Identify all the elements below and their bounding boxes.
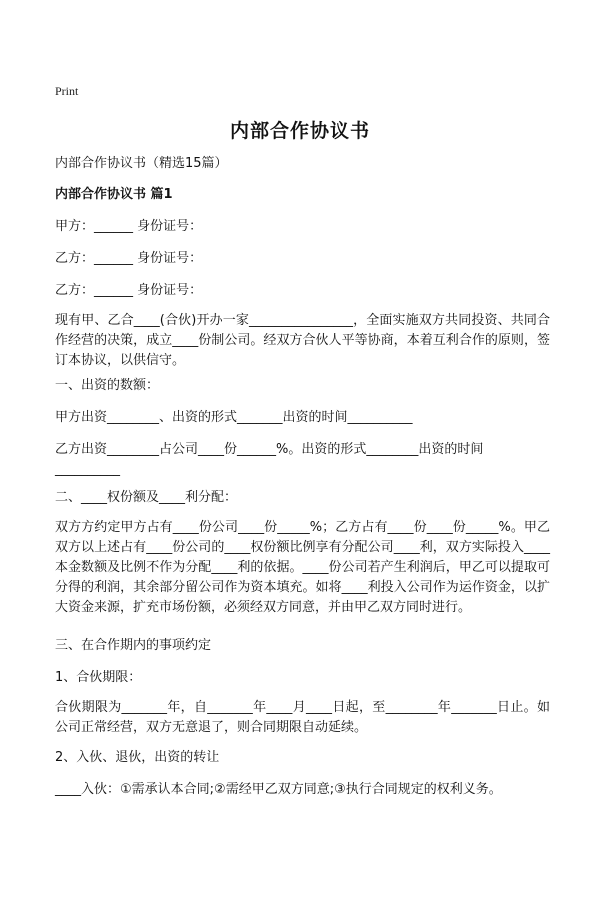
print-label[interactable]: Print <box>55 84 79 98</box>
section1-line-3: __________ <box>55 462 120 477</box>
item2-heading: 2、入伙、退伙，出资的转让 <box>55 750 220 765</box>
section1-heading: 一、出资的数额： <box>55 378 160 393</box>
section1-line-2: 乙方出资________占公司____份______%。出资的形式________出资的时间 <box>55 442 484 457</box>
document-subtitle: 内部合作协议书（精选15篇） <box>55 156 228 171</box>
section2-paragraph: 双方方约定甲方占有____份公司____份_____%；乙方占有____份____份_____%。甲乙双方以上述占有____份公司的____权份额比例享有分配公司____利，双方实际投入____本金数额及比例不作为分配____利的依据。____份公司若产生利润后，甲乙可以提取可分得的利润，其余部分留公司作为资本填充。如将____利投入公司作为运作资金，以扩大资金来源，扩充市场份额，必须经双方同意，并由甲乙双方同时进行。 <box>55 520 550 615</box>
party-c-line: 乙方：______ 身份证号： <box>55 283 203 298</box>
document-title: 内部合作协议书 <box>229 120 370 142</box>
party-b-line: 乙方：______ 身份证号： <box>55 251 203 266</box>
item2-paragraph: ____入伙：①需承认本合同;②需经甲乙双方同意;③执行合同规定的权利义务。 <box>55 782 502 797</box>
section2-heading: 二、____权份额及____利分配： <box>55 490 238 505</box>
item1-paragraph: 合伙期限为_______年，自_______年____月____日起，至________年_______日止。如公司正常经营，双方无意退了，则合同期限自动延续。 <box>55 700 550 735</box>
intro-paragraph: 现有甲、乙合____(合伙)开办一家________________，全面实施双方共同投资、共同合作经营的决策，成立____份制公司。经双方合伙人平等协商，本着互利合作的原则，签订本协议，以供信守。 <box>55 313 550 368</box>
section3-heading: 三、在合作期内的事项约定 <box>55 638 212 653</box>
party-a-line: 甲方：______ 身份证号： <box>55 219 203 234</box>
item1-heading: 1、合伙期限： <box>55 670 142 685</box>
section1-line-1: 甲方出资________、出资的形式_______出资的时间__________ <box>55 410 413 425</box>
section-heading: 内部合作协议书 篇1 <box>55 187 173 202</box>
